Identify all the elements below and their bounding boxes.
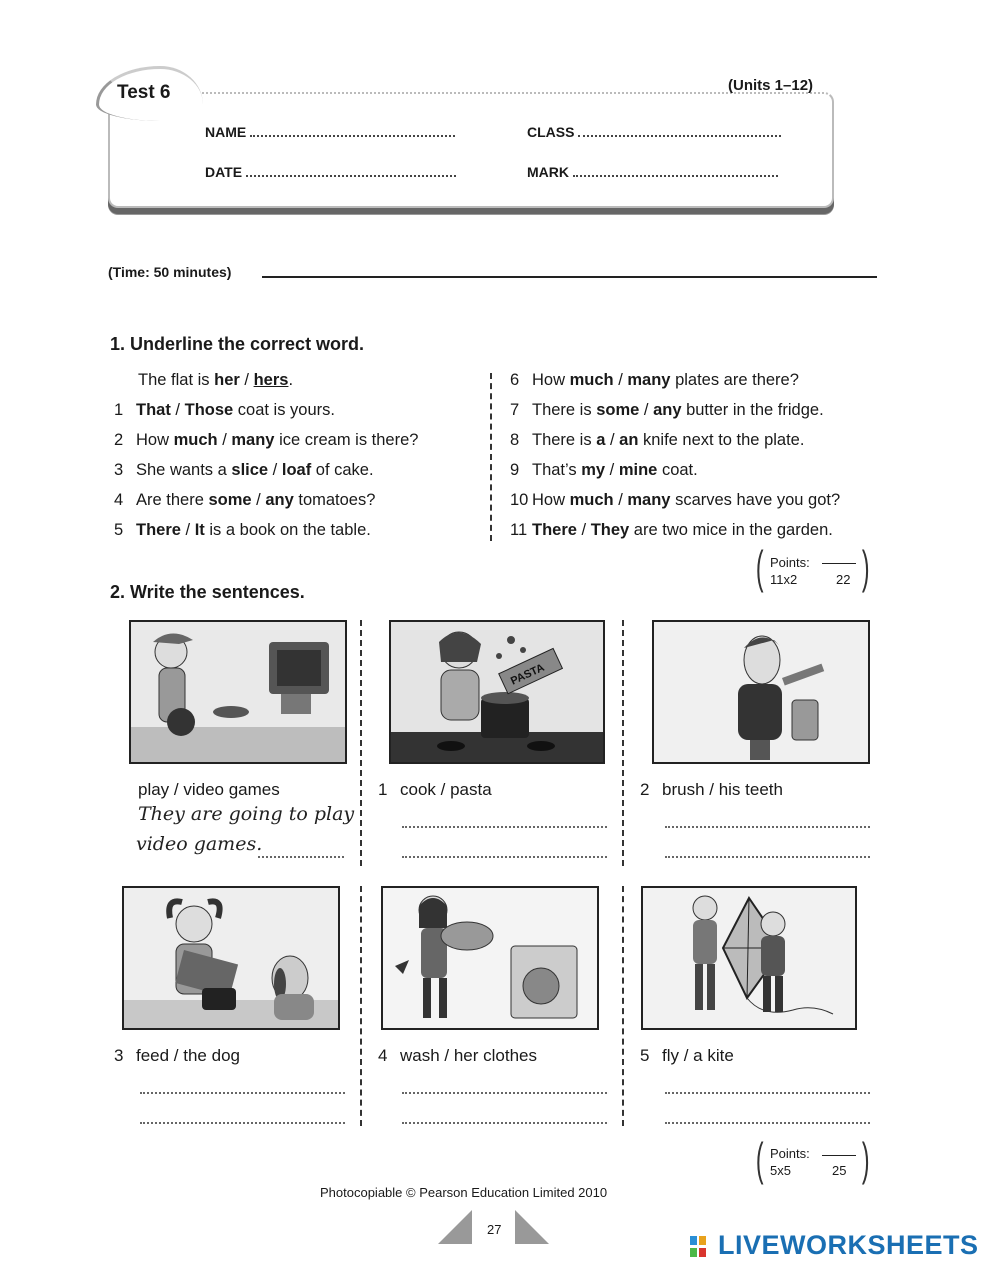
page-wedge-right <box>515 1210 549 1244</box>
time-label: (Time: 50 minutes) <box>108 264 232 280</box>
video-games-illustration <box>131 622 345 762</box>
item-number: 3 <box>114 461 124 479</box>
example-dotline <box>258 856 344 858</box>
time-rule <box>262 276 877 278</box>
item-text: knife next to the plate. <box>638 431 805 449</box>
answer-2-line-2[interactable] <box>665 856 870 858</box>
item-text: / <box>639 401 654 419</box>
word-choice[interactable]: some <box>596 401 640 419</box>
answer-1-line-2[interactable] <box>402 856 607 858</box>
item-text: / <box>605 461 619 479</box>
test-title: Test 6 <box>117 82 171 103</box>
prompt-4-number: 4 <box>378 1046 388 1065</box>
points2-paren-left: ( <box>755 1133 764 1185</box>
prompt-5 <box>640 1046 734 1066</box>
word-choice[interactable]: many <box>231 431 275 449</box>
item-text: / <box>613 371 628 389</box>
prompt-3-text: feed / the dog <box>136 1046 240 1065</box>
section1-item-11 <box>510 521 833 540</box>
liveworksheets-logo[interactable]: LIVEWORKSHEETS <box>718 1230 979 1260</box>
picture-video-games <box>129 620 347 764</box>
item-text: There is <box>532 431 597 449</box>
section1-item-10 <box>510 491 840 510</box>
prompt-1-text: cook / pasta <box>400 780 492 799</box>
item-text: scarves have you got? <box>670 491 841 509</box>
item-text: butter in the fridge. <box>681 401 824 419</box>
answer-3-line-1[interactable] <box>140 1092 345 1094</box>
prompt-3-number: 3 <box>114 1046 124 1065</box>
picture-brush-teeth <box>652 620 870 764</box>
word-choice[interactable]: That <box>136 401 171 419</box>
item-text: How <box>532 371 570 389</box>
item-text: She wants a <box>136 461 232 479</box>
date-dotline[interactable] <box>246 165 456 177</box>
example-answer-line1: They are going to play <box>138 803 355 825</box>
section1-title: 1. Underline the correct word. <box>110 334 365 354</box>
word-choice[interactable]: much <box>569 371 614 389</box>
item-text: There is <box>532 401 597 419</box>
item-text: That’s <box>532 461 582 479</box>
item-text: / <box>268 461 282 479</box>
item-number: 2 <box>114 431 124 449</box>
item-text: / <box>217 431 232 449</box>
item-text: coat. <box>657 461 698 479</box>
grid-divider-1 <box>360 620 362 866</box>
item-number: 1 <box>114 401 124 419</box>
item-text: How <box>136 431 174 449</box>
date-field <box>205 164 456 180</box>
cook-pasta-illustration <box>391 622 603 762</box>
item-text: coat is yours. <box>233 401 335 419</box>
column-divider <box>490 373 492 541</box>
answer-1-line-1[interactable] <box>402 826 607 828</box>
mark-dotline[interactable] <box>573 165 778 177</box>
points-total-1: 22 <box>836 572 851 587</box>
prompt-1 <box>378 780 492 800</box>
word-choice[interactable]: many <box>627 491 671 509</box>
section1-item-9 <box>510 461 698 480</box>
mark-field <box>527 164 778 180</box>
item-number: 10 <box>510 491 529 509</box>
prompt-1-number: 1 <box>378 780 388 799</box>
page-wedge-left <box>438 1210 472 1244</box>
item-number: 11 <box>510 521 528 539</box>
section1-item-4 <box>114 491 375 510</box>
item-text: / <box>251 491 266 509</box>
item-number: 4 <box>114 491 124 509</box>
item-text: plates are there? <box>670 371 799 389</box>
feed-dog-illustration <box>124 888 338 1028</box>
name-dotline[interactable] <box>250 125 455 137</box>
header-box <box>108 92 834 208</box>
section1-item-1 <box>114 401 335 420</box>
item-number: 8 <box>510 431 520 449</box>
item-number: 6 <box>510 371 520 389</box>
class-label: CLASS <box>527 124 575 140</box>
picture-cook-pasta <box>389 620 605 764</box>
units-label: (Units 1–12) <box>728 77 814 94</box>
example-prompt: play / video games <box>138 780 280 799</box>
points-calc-1: 11x2 <box>770 572 798 587</box>
section1-item-8 <box>510 431 804 450</box>
word-choice[interactable]: my <box>581 461 606 479</box>
points-calc-2: 5x5 <box>770 1163 791 1178</box>
word-choice[interactable]: There <box>136 521 181 539</box>
points-rule-1 <box>822 563 856 564</box>
item-text: / <box>613 491 628 509</box>
example-sentence: The flat is her / hers. <box>138 371 294 389</box>
item-text: / <box>576 521 591 539</box>
item-text: tomatoes? <box>293 491 376 509</box>
word-choice[interactable]: any <box>653 401 682 419</box>
points-label-2: Points: <box>770 1146 810 1161</box>
picture-feed-dog <box>122 886 340 1030</box>
word-choice[interactable]: There <box>532 521 577 539</box>
class-field <box>527 124 781 140</box>
answer-2-line-1[interactable] <box>665 826 870 828</box>
answer-5-line-2[interactable] <box>665 1122 870 1124</box>
name-label: NAME <box>205 124 247 140</box>
section1-item-3 <box>114 461 374 480</box>
item-number: 5 <box>114 521 124 539</box>
prompt-4-text: wash / her clothes <box>400 1046 538 1065</box>
section1-item-2 <box>114 431 418 450</box>
points-paren-right: ) <box>861 541 870 593</box>
item-text: / <box>180 521 195 539</box>
section1-item-5 <box>114 521 371 540</box>
item-number: 9 <box>510 461 520 479</box>
points-label-1: Points: <box>770 555 810 570</box>
word-choice[interactable]: an <box>619 431 639 449</box>
class-dotline[interactable] <box>578 125 781 137</box>
example-answer-line2: video games. <box>136 833 263 855</box>
fly-kite-illustration <box>643 888 855 1028</box>
item-text: is a book on the table. <box>204 521 371 539</box>
grid-divider-3 <box>360 886 362 1126</box>
page-number: 27 <box>487 1222 502 1237</box>
name-field <box>205 124 455 140</box>
liveworksheets-logo-icon <box>690 1236 716 1258</box>
word-choice[interactable]: a <box>596 431 606 449</box>
item-text: ice cream is there? <box>274 431 419 449</box>
prompt-5-text: fly / a kite <box>662 1046 734 1065</box>
date-label: DATE <box>205 164 243 180</box>
answer-4-line-1[interactable] <box>402 1092 607 1094</box>
item-number: 7 <box>510 401 520 419</box>
answer-4-line-2[interactable] <box>402 1122 607 1124</box>
item-text: of cake. <box>311 461 374 479</box>
grid-divider-2 <box>622 620 624 866</box>
points2-paren-right: ) <box>861 1133 870 1185</box>
points-rule-2 <box>822 1155 856 1156</box>
points-total-2: 25 <box>832 1163 847 1178</box>
section2-title: 2. Write the sentences. <box>110 582 305 602</box>
points-paren-left: ( <box>755 541 764 593</box>
pasta-pack-label: PASTA <box>508 661 547 688</box>
brush-teeth-illustration <box>654 622 868 762</box>
prompt-5-number: 5 <box>640 1046 650 1065</box>
picture-wash-clothes <box>381 886 599 1030</box>
item-text: How <box>532 491 570 509</box>
answer-3-line-2[interactable] <box>140 1122 345 1124</box>
word-choice[interactable]: They <box>590 521 630 539</box>
copyright-notice: Photocopiable © Pearson Education Limited 2010 <box>320 1185 608 1200</box>
item-text: / <box>605 431 620 449</box>
grid-divider-4 <box>622 886 624 1126</box>
prompt-2 <box>640 780 783 800</box>
word-choice[interactable]: It <box>194 521 205 539</box>
word-choice[interactable]: many <box>627 371 671 389</box>
word-choice[interactable]: much <box>569 491 614 509</box>
mark-label: MARK <box>527 164 569 180</box>
item-text: Are there <box>136 491 209 509</box>
word-choice[interactable]: slice <box>231 461 269 479</box>
word-choice[interactable]: much <box>173 431 218 449</box>
item-text: are two mice in the garden. <box>629 521 833 539</box>
word-choice[interactable]: loaf <box>281 461 312 479</box>
prompt-2-text: brush / his teeth <box>662 780 783 799</box>
section1-item-7 <box>510 401 824 420</box>
item-text: / <box>170 401 185 419</box>
prompt-4 <box>378 1046 537 1066</box>
wash-clothes-illustration <box>383 888 597 1028</box>
word-choice[interactable]: mine <box>618 461 658 479</box>
prompt-2-number: 2 <box>640 780 650 799</box>
word-choice[interactable]: some <box>208 491 252 509</box>
picture-fly-kite <box>641 886 857 1030</box>
answer-5-line-1[interactable] <box>665 1092 870 1094</box>
word-choice[interactable]: any <box>265 491 294 509</box>
prompt-3 <box>114 1046 240 1066</box>
section1-item-6 <box>510 371 799 390</box>
word-choice[interactable]: Those <box>184 401 234 419</box>
